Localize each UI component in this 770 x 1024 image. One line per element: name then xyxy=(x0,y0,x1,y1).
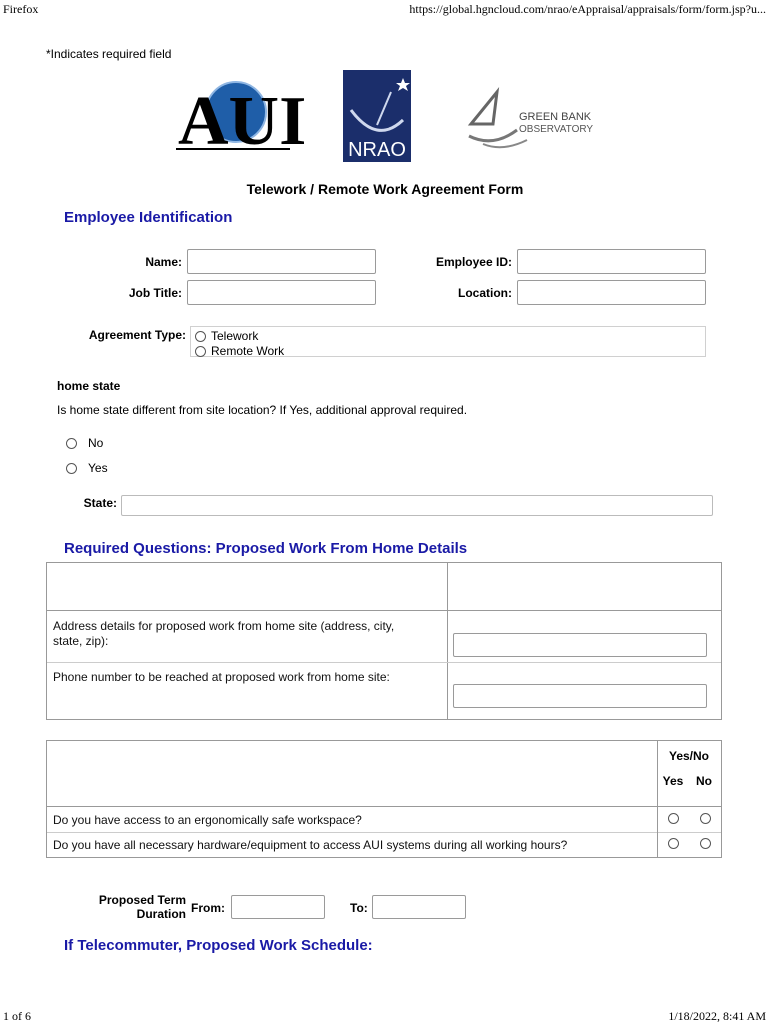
aui-logo-text: AUI xyxy=(178,83,307,160)
telework-radio[interactable] xyxy=(195,331,206,342)
agreement-type-group xyxy=(190,326,706,357)
home-state-heading: home state xyxy=(57,379,121,393)
hardware-yes-radio[interactable] xyxy=(668,838,679,849)
home-state-question: Is home state different from site location? If Yes, additional approval required. xyxy=(57,403,468,417)
yes-column-header: Yes xyxy=(662,774,684,788)
employee-id-label: Employee ID: xyxy=(435,255,512,269)
no-column-header: No xyxy=(696,774,712,788)
proposed-work-heading: Required Questions: Proposed Work From Home Details xyxy=(64,540,468,557)
proposed-term-label xyxy=(80,893,186,921)
location-label: Location: xyxy=(458,286,512,300)
home-state-yes-radio[interactable] xyxy=(66,463,77,474)
name-input[interactable] xyxy=(187,249,376,274)
question-ergonomic-workspace: Do you have access to an ergonomically safe workspace? xyxy=(53,813,362,827)
ergonomic-no-radio[interactable] xyxy=(700,813,711,824)
employee-id-input[interactable] xyxy=(517,249,706,274)
nrao-logo xyxy=(343,70,411,162)
from-date-input[interactable] xyxy=(231,895,325,919)
state-input[interactable] xyxy=(121,495,713,516)
work-schedule-heading: If Telecommuter, Proposed Work Schedule: xyxy=(64,937,373,954)
question-hardware-equipment: Do you have all necessary hardware/equipment to access AUI systems during all working hours? xyxy=(53,838,568,852)
phone-question: Phone number to be reached at proposed work from home site: xyxy=(53,670,390,684)
yes-no-header: Yes/No xyxy=(668,749,710,763)
phone-input[interactable] xyxy=(453,684,707,708)
home-state-no-radio[interactable] xyxy=(66,438,77,449)
home-state-no-label: No xyxy=(88,436,104,450)
address-question-line2: state, zip): xyxy=(53,634,109,648)
ergonomic-yes-radio[interactable] xyxy=(668,813,679,824)
proposed-term-line2: Duration xyxy=(136,907,186,921)
job-title-label: Job Title: xyxy=(128,286,182,300)
remote-work-label: Remote Work xyxy=(211,344,285,358)
home-state-option-no[interactable] xyxy=(66,436,103,450)
nrao-logo-text: NRAO xyxy=(348,139,406,161)
aui-logo xyxy=(176,76,307,160)
address-question-line1: Address details for proposed work from home site (address, city, xyxy=(53,619,395,633)
address-question xyxy=(53,619,433,649)
print-datetime: 1/18/2022, 8:41 AM xyxy=(668,1009,766,1023)
state-label: State: xyxy=(83,496,117,510)
employee-identification-heading: Employee Identification xyxy=(64,209,233,226)
hardware-no-radio[interactable] xyxy=(700,838,711,849)
required-field-note: *Indicates required field xyxy=(46,47,172,61)
page-url: https://global.hgncloud.com/nrao/eAppraisal/appraisals/form/form.jsp?u... xyxy=(409,2,766,16)
gbo-logo-line1: GREEN BANK xyxy=(519,111,592,123)
yes-no-table xyxy=(46,740,722,858)
agreement-option-remote-work[interactable] xyxy=(195,344,284,358)
proposed-details-table xyxy=(46,562,722,720)
address-input[interactable] xyxy=(453,633,707,657)
from-label: From: xyxy=(191,901,225,915)
telework-label: Telework xyxy=(211,329,259,343)
proposed-term-line1: Proposed Term xyxy=(98,893,186,907)
form-title: Telework / Remote Work Agreement Form xyxy=(246,181,524,197)
job-title-input[interactable] xyxy=(187,280,376,305)
gbo-logo xyxy=(463,80,594,152)
name-label: Name: xyxy=(145,255,182,269)
gbo-logo-line2: OBSERVATORY xyxy=(519,124,594,135)
location-input[interactable] xyxy=(517,280,706,305)
browser-name: Firefox xyxy=(3,2,39,16)
remote-work-radio[interactable] xyxy=(195,346,206,357)
agreement-type-label: Agreement Type: xyxy=(88,328,186,342)
page-number: 1 of 6 xyxy=(3,1009,31,1023)
to-label: To: xyxy=(350,901,368,915)
to-date-input[interactable] xyxy=(372,895,466,919)
agreement-option-telework[interactable] xyxy=(195,329,258,343)
home-state-option-yes[interactable] xyxy=(66,461,108,475)
home-state-yes-label: Yes xyxy=(88,461,108,475)
